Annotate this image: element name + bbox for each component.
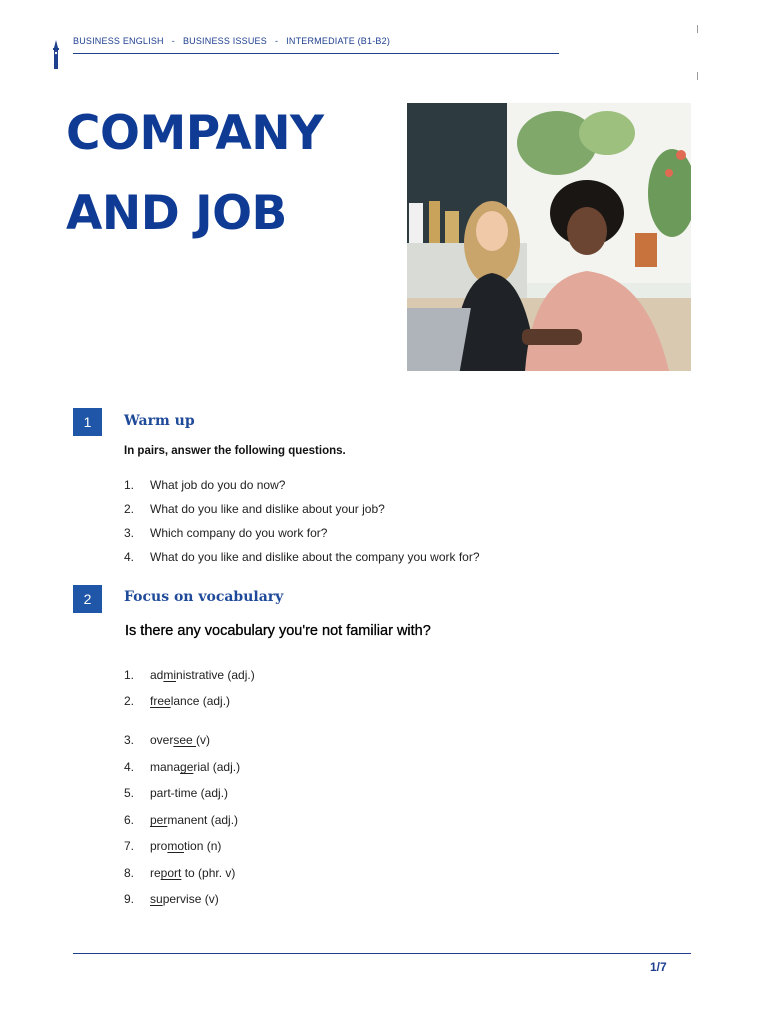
stressed-syllable: su (150, 892, 163, 906)
section-number-2: 2 (73, 585, 102, 613)
section-number-1: 1 (73, 408, 102, 436)
page-title-line-2: AND JOB (66, 186, 287, 241)
section-instruction: In pairs, answer the following questions. (124, 445, 346, 457)
vocab-item: 2. freelance (adj.) (124, 694, 231, 708)
big-ben-logo-icon (51, 40, 61, 70)
breadcrumb-separator: - (171, 36, 175, 46)
breadcrumb-topic: BUSINESS ISSUES (182, 36, 267, 46)
breadcrumb (73, 36, 390, 46)
page-number: 1/7 (650, 960, 667, 974)
header-divider (73, 53, 559, 54)
list-item: 2. What do you like and dislike about your job? (124, 502, 385, 516)
stressed-syllable: mi (163, 668, 177, 682)
breadcrumb-level: INTERMEDIATE (B1-B2) (286, 36, 391, 46)
vocabulary-prompt: Is there any vocabulary you're not familiar with? (125, 623, 431, 639)
page-title (66, 94, 324, 254)
vocab-item: 9. supervise (v) (124, 892, 219, 906)
vocab-item: 5. part-time (adj.) (124, 786, 229, 800)
stressed-syllable: see (173, 733, 197, 747)
list-item: 4. What do you like and dislike about the company you work for? (124, 550, 480, 564)
stressed-syllable: ge (180, 760, 194, 774)
page-title-line-1: COMPANY (66, 106, 324, 161)
stressed-syllable: port (160, 866, 182, 880)
vocab-item: 3. oversee (v) (124, 733, 211, 747)
vocab-item: 6. permanent (adj.) (124, 813, 239, 827)
office-photo (407, 103, 691, 371)
stressed-syllable: free (150, 694, 171, 708)
breadcrumb-separator: - (274, 36, 279, 46)
vocab-item: 4. managerial (adj.) (124, 760, 241, 774)
list-item: 1. What job do you do now? (124, 478, 286, 492)
vocab-item: 1. administrative (adj.) (124, 668, 255, 682)
vocab-item: 8. report to (phr. v) (124, 866, 236, 880)
page-corner-mark (697, 25, 698, 33)
vocab-item: 7. promotion (n) (124, 839, 222, 853)
section-title-vocabulary: Focus on vocabulary (124, 589, 284, 605)
page-corner-mark (697, 72, 698, 80)
footer-divider (73, 953, 691, 954)
breadcrumb-course: BUSINESS ENGLISH (73, 36, 164, 46)
section-title-warm-up: Warm up (124, 413, 195, 429)
stressed-syllable: mo (167, 839, 185, 853)
stressed-syllable: per (150, 813, 168, 827)
list-item: 3. Which company do you work for? (124, 526, 328, 540)
